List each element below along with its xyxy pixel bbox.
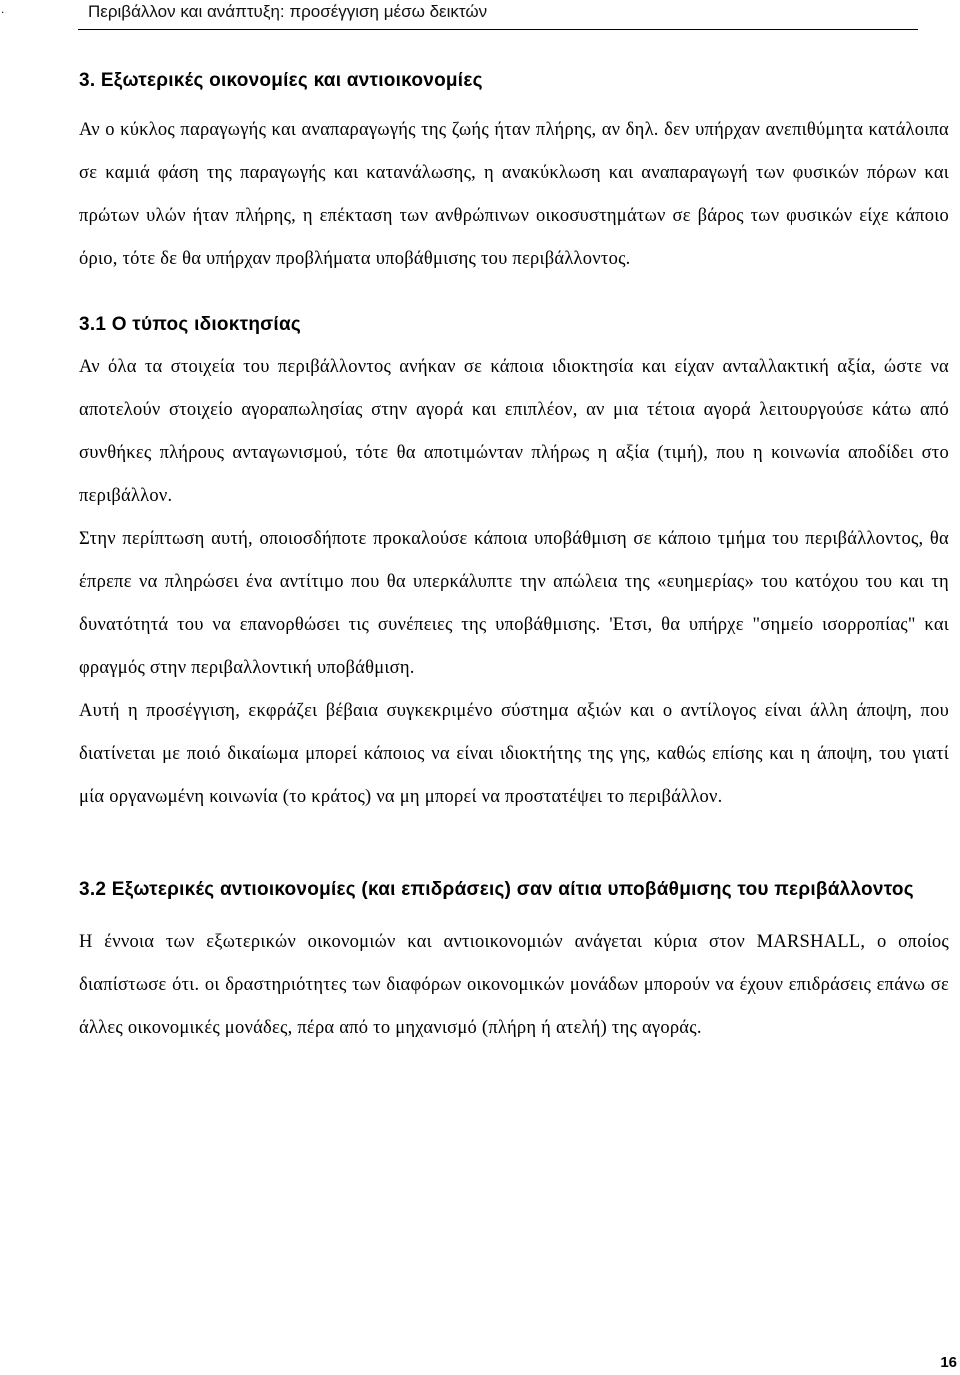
header-marker: . (1, 2, 5, 16)
spacer (79, 281, 949, 303)
body-paragraph: Στην περίπτωση αυτή, οποιοσδήποτε προκαλούσε κάποια υποβάθμιση σε κάποιο τμήμα του περιβάλλοντος, θα έπρεπε να πληρώσει ένα αντίτιμο που θα υπερκάλυπτε την απώλεια της «ευημερίας» του κατόχου του και τη δυνατότητά του να επανορθώσει τις συνέπειες της υποβάθμισης. 'Ετσι, θα υπήρχε "σημείο ισορροπίας" και φραγμός στην περιβαλλοντική υποβάθμιση. (79, 529, 949, 678)
body-paragraph: Η έννοια των εξωτερικών οικονομιών και αντιοικονομιών ανάγεται κύρια στον MARSHALL, ο οποίος διαπίστωσε ότι. οι δραστηριότητες των διαφόρων οικονομικών μονάδων μπορούν να έχουν επιδράσεις επάνω σε άλλες οικονομικές μονάδες, πέρα από το μηχανισμό (πλήρη ή ατελή) της αγοράς. (79, 932, 949, 1038)
document-body (79, 59, 949, 1050)
subsection-heading: 3.2 Εξωτερικές αντιοικονομίες (και επιδράσεις) σαν αίτια υποβάθμισης του περιβάλλοντος (79, 879, 914, 900)
header-rule (78, 29, 918, 30)
subsection-heading: 3.1 Ο τύπος ιδιοκτησίας (79, 314, 302, 335)
body-paragraph: Αν ο κύκλος παραγωγής και αναπαραγωγής της ζωής ήταν πλήρης, αν δηλ. δεν υπήρχαν ανεπιθύμητα κατάλοιπα σε καμιά φάση της παραγωγής και κατανάλωσης, η ανακύκλωση και αναπαραγωγή των φυσικών πόρων και πρώτων υλών ήταν πλήρης, η επέκταση των ανθρώπινων οικοσυστημάτων σε βάρος των φυσικών είχε κάποιο όριο, τότε δε θα υπήρχαν προβλήματα υποβάθμισης του περιβάλλοντος. (79, 120, 949, 269)
spacer (79, 911, 949, 921)
running-header: Περιβάλλον και ανάπτυξη: προσέγγιση μέσω δεικτών (88, 2, 488, 21)
body-paragraph: Αν όλα τα στοιχεία του περιβάλλοντος ανήκαν σε κάποια ιδιοκτησία και είχαν ανταλλακτική αξία, ώστε να αποτελούν στοιχείο αγοραπωλησίας στην αγορά και επιπλέον, αν μια τέτοια αγορά λειτουργούσε κάτω από συνθήκες πλήρους ανταγωνισμού, τότε θα αποτιμώνταν πλήρως η αξία (τιμή), που η κοινωνία αποδίδει στο περιβάλλον. (79, 357, 949, 506)
section-heading: 3. Εξωτερικές οικονομίες και αντιοικονομίες (79, 70, 483, 91)
page-number: 16 (940, 1354, 957, 1371)
body-paragraph: Αυτή η προσέγγιση, εκφράζει βέβαια συγκεκριμένο σύστημα αξιών και ο αντίλογος είναι άλλη άποψη, που διατίνεται με ποιό δικαίωμα μπορεί κάποιος να είναι ιδιοκτήτης της γης, καθώς επίσης και η άποψη, του γιατί μία οργανωμένη κοινωνία (το κράτος) να μη μπορεί να προστατέψει το περιβάλλον. (79, 701, 949, 807)
spacer (79, 102, 949, 109)
spacer (79, 819, 949, 868)
